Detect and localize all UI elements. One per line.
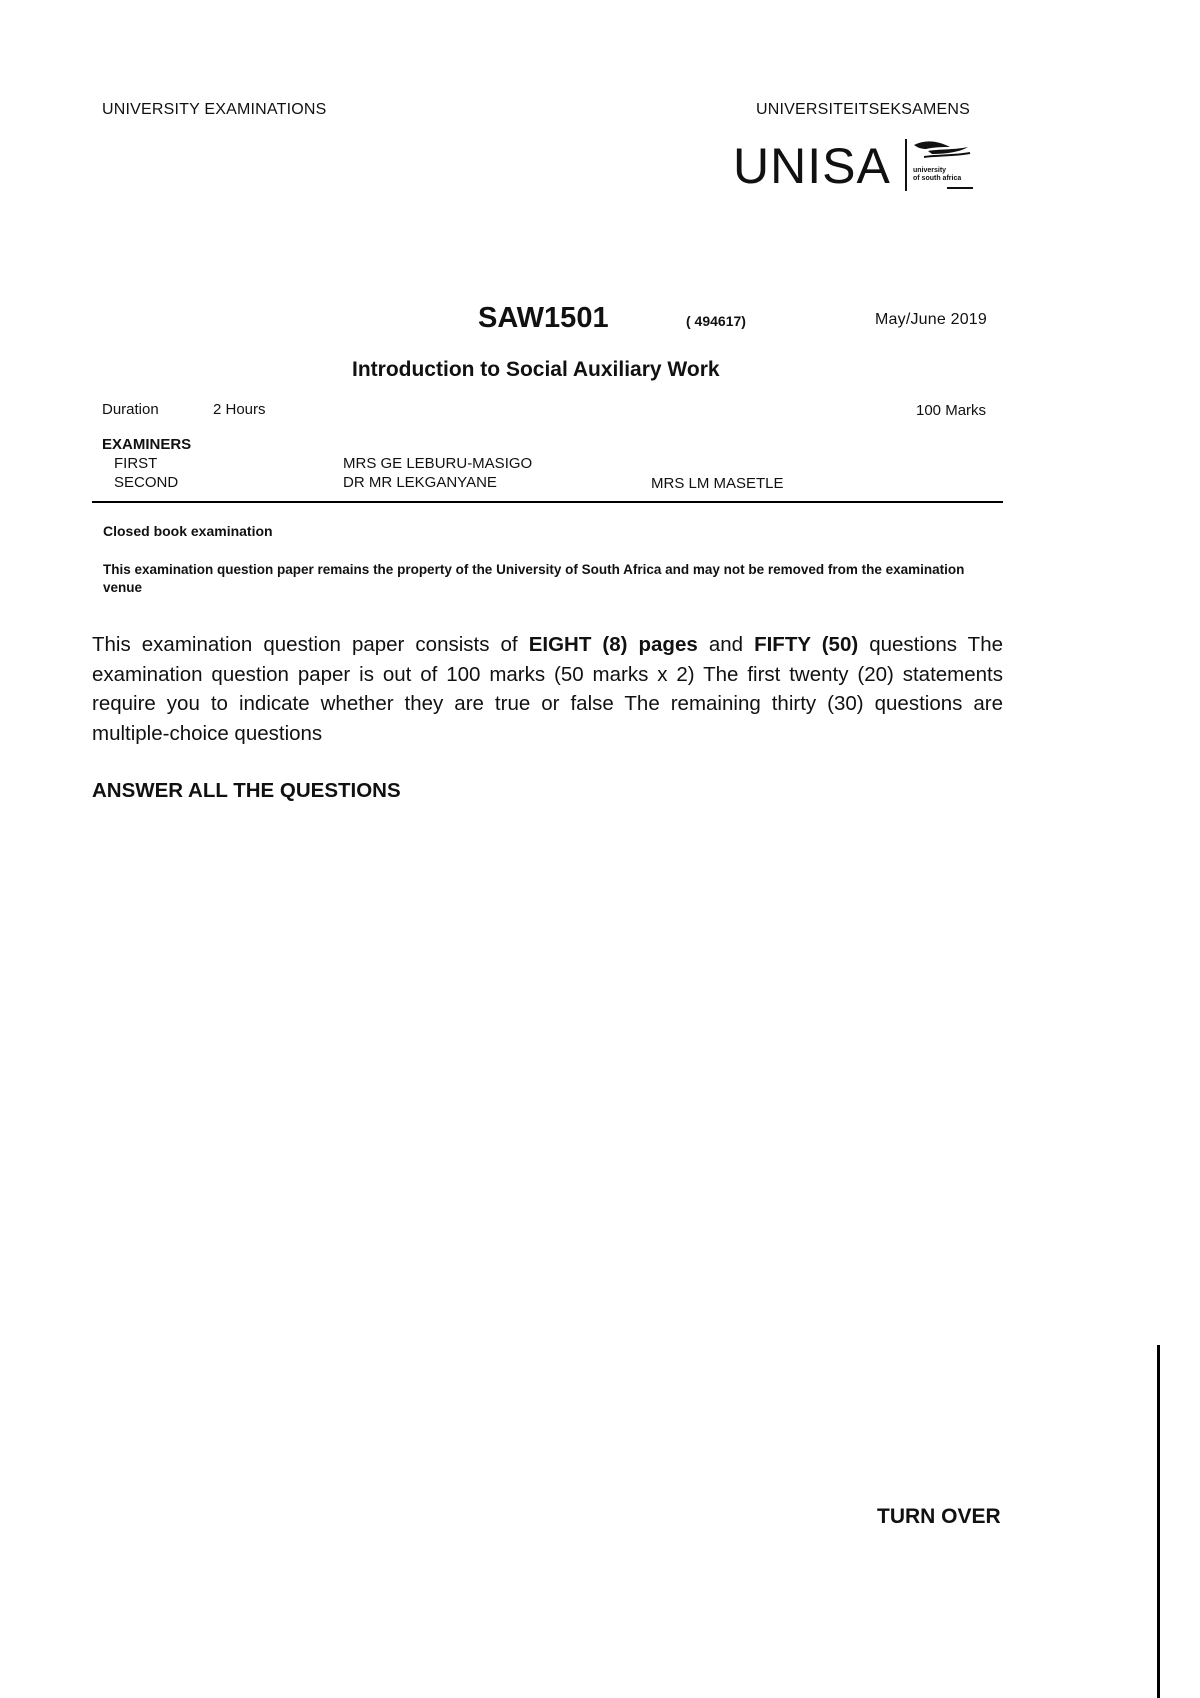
logo-tagline-1: university <box>913 167 947 174</box>
course-title: Introduction to Social Auxiliary Work <box>352 358 720 381</box>
header-left: UNIVERSITY EXAMINATIONS <box>102 101 327 118</box>
second-examiner-name-1: DR MR LEKGANYANE <box>343 474 497 491</box>
second-examiner-name-2: MRS LM MASETLE <box>651 475 784 492</box>
bird-emblem-icon <box>904 137 974 193</box>
instructions-text-1: This examination question paper consists of <box>92 633 529 656</box>
instructions-paragraph <box>92 630 1003 748</box>
header-divider <box>92 501 1003 503</box>
turn-over-label: TURN OVER <box>877 1505 1001 1528</box>
logo-underline <box>947 187 973 189</box>
paper-number: ( 494617) <box>686 313 746 329</box>
first-examiner-name: MRS GE LEBURU-MASIGO <box>343 455 533 472</box>
second-examiner-label: SECOND <box>114 474 179 491</box>
instructions-pages: EIGHT (8) pages <box>528 633 698 656</box>
duration-label: Duration <box>102 401 159 418</box>
answer-all-heading: ANSWER ALL THE QUESTIONS <box>92 779 401 802</box>
instructions-questions-count: FIFTY (50) <box>754 633 859 656</box>
instructions-text-3: questions The examination question paper is out of 100 marks (50 marks x 2) The first twenty (20) statements require you to indicate whether they are true or false The remaining thirty (30) questions are multiple-choice questions <box>92 633 1003 745</box>
examiners-heading: EXAMINERS <box>102 436 192 453</box>
course-code: SAW1501 <box>478 302 609 334</box>
logo-wordmark: UNISA <box>733 138 891 194</box>
duration-value: 2 Hours <box>213 401 266 418</box>
logo-tagline-2: of south africa <box>913 175 962 182</box>
exam-session: May/June 2019 <box>875 311 988 328</box>
closed-book-note: Closed book examination <box>103 523 273 539</box>
property-note: This examination question paper remains the property of the University of South Africa and may not be removed from the examination venue <box>103 562 965 595</box>
first-examiner-label: FIRST <box>114 455 158 472</box>
instructions-text-2: and <box>697 633 755 656</box>
scan-edge-line <box>1157 1345 1160 1698</box>
header-right: UNIVERSITEITSEKSAMENS <box>756 101 971 118</box>
total-marks: 100 Marks <box>916 402 987 419</box>
